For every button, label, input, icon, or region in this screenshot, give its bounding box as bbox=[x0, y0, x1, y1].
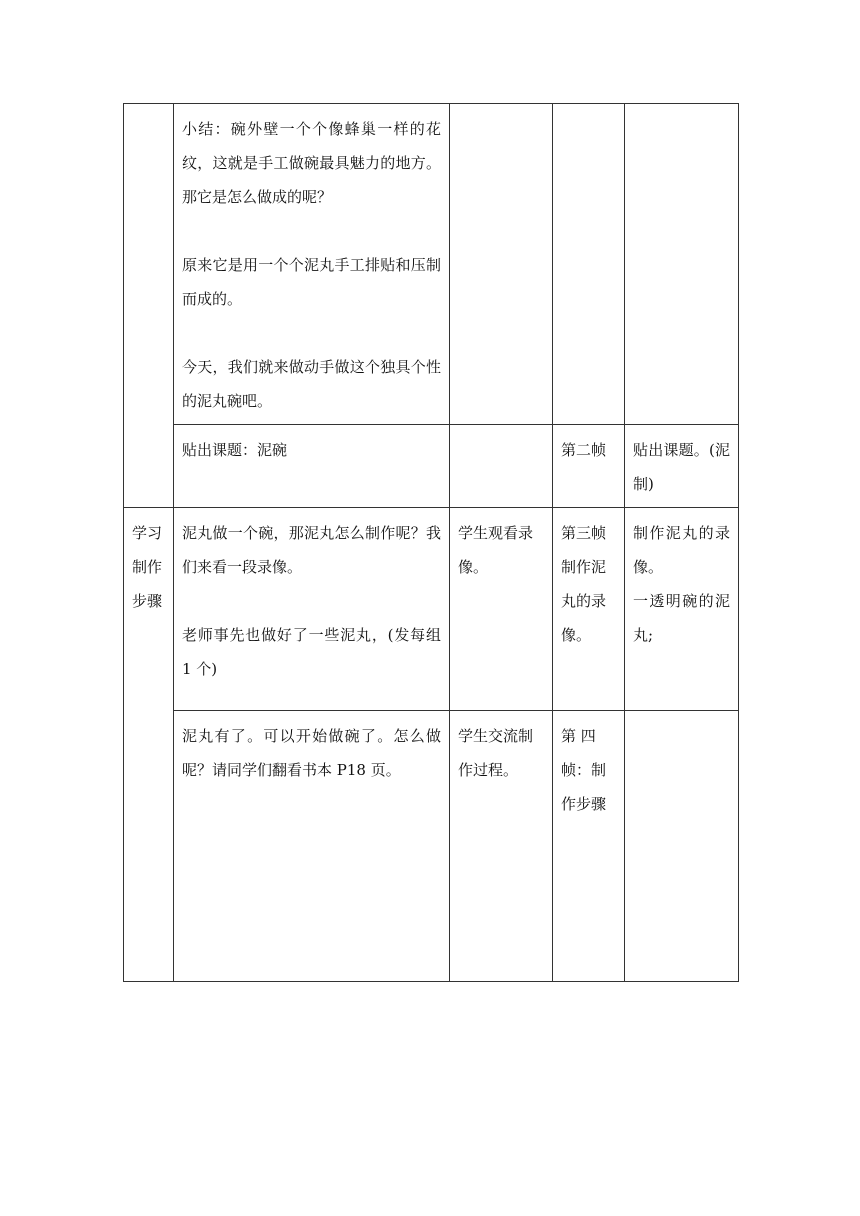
media-cell bbox=[625, 711, 739, 982]
media-video: 制作泥丸的录像。 bbox=[633, 524, 730, 576]
student-cell bbox=[450, 425, 553, 508]
teacher-note-text: 老师事先也做好了一些泥丸，(发每组 1 个) bbox=[182, 626, 441, 678]
summary-text: 小结：碗外壁一个个像蜂巢一样的花纹，这就是手工做碗最具魅力的地方。那它是怎么做成的呢？ bbox=[182, 120, 441, 206]
explanation-text: 原来它是用一个个泥丸手工排贴和压制而成的。 bbox=[182, 256, 441, 308]
table-row bbox=[124, 425, 739, 508]
content-cell: 贴出课题：泥碗 bbox=[174, 425, 450, 508]
table-row bbox=[124, 508, 739, 711]
frame-label: 第三帧 bbox=[561, 524, 607, 542]
frame-cell: 第二帧 bbox=[553, 425, 625, 508]
media-bowl: 一透明碗的泥丸; bbox=[633, 592, 730, 644]
video-intro-text: 泥丸做一个碗，那泥丸怎么制作呢？我们来看一段录像。 bbox=[182, 524, 441, 576]
student-cell: 学生交流制作过程。 bbox=[450, 711, 553, 982]
content-cell bbox=[174, 508, 450, 711]
media-cell bbox=[625, 104, 739, 425]
media-cell bbox=[625, 508, 739, 711]
student-cell bbox=[450, 104, 553, 425]
frame-cell: 第 四 帧：制作步骤 bbox=[553, 711, 625, 982]
frame-cell bbox=[553, 508, 625, 711]
media-cell: 贴出课题。(泥制) bbox=[625, 425, 739, 508]
frame-description: 制作泥丸的录像。 bbox=[561, 558, 607, 644]
section-cell: 学习制作步骤 bbox=[124, 508, 174, 982]
lesson-plan-table bbox=[123, 103, 739, 982]
table-row bbox=[124, 104, 739, 425]
intro-text: 今天，我们就来做动手做这个独具个性的泥丸碗吧。 bbox=[182, 358, 441, 410]
content-cell: 泥丸有了。可以开始做碗了。怎么做呢？请同学们翻看书本 P18 页。 bbox=[174, 711, 450, 982]
frame-cell bbox=[553, 104, 625, 425]
student-cell: 学生观看录像。 bbox=[450, 508, 553, 711]
table-row bbox=[124, 711, 739, 982]
content-cell bbox=[174, 104, 450, 425]
section-cell bbox=[124, 104, 174, 508]
